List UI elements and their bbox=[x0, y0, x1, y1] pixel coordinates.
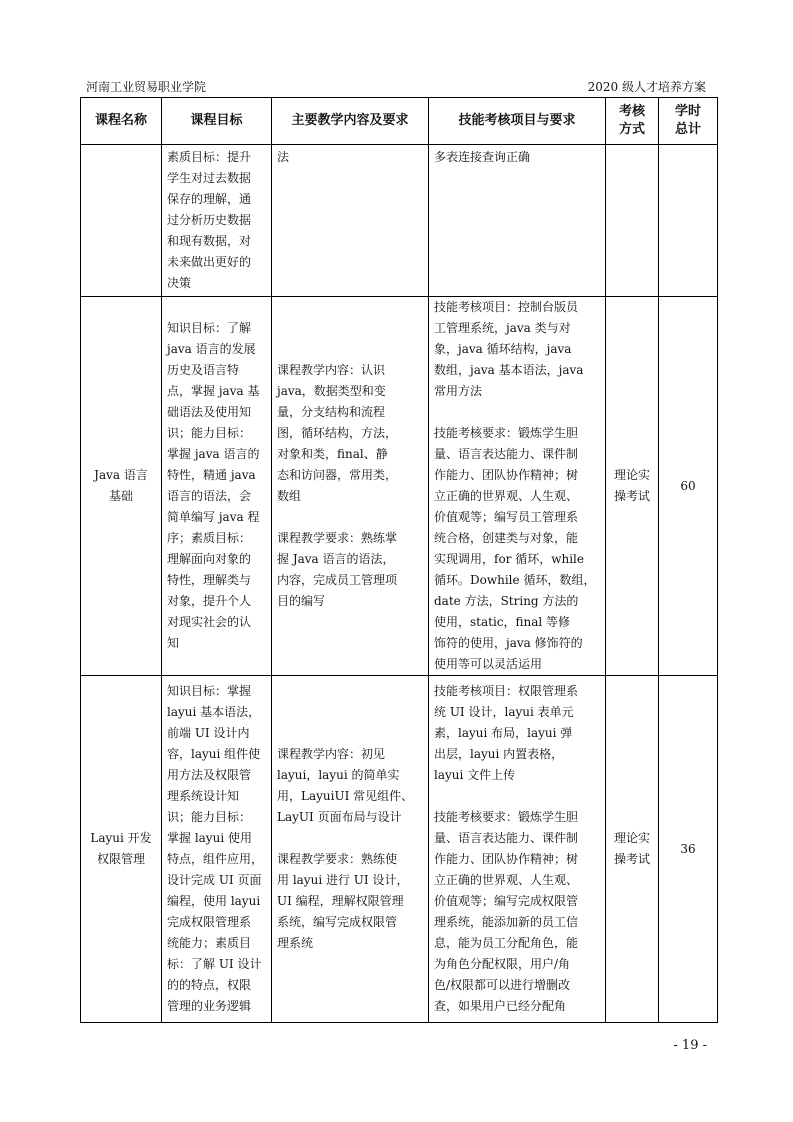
page-number: - 19 - bbox=[673, 1038, 707, 1053]
method-cell: 理论实 操考试 bbox=[606, 676, 659, 1023]
skills-cell: 技能考核项目：控制台版员 工管理系统，java 类与对 象，java 循环结构，java 数组，java 基本语法，java 常用方法 技能考核要求：锻炼学生胆 量、语言表达能力、课件制 作能力、团队协作精神；树 立正确的世界观、人生观、 价值观等；编写员工管理系 统合格，创建类与对象，能 实现调用，for 循环，while 循环。Dowhile 循环，数组， date 方法，String 方法的 使用，static，final 等修 饰符的使用，java 修饰符的 使用等可以灵活运用 bbox=[429, 297, 606, 676]
course-name-cell: Java 语言 基础 bbox=[81, 297, 162, 676]
table-row bbox=[81, 297, 718, 676]
table-header-row bbox=[81, 98, 718, 145]
header-hours: 学时 总计 bbox=[659, 98, 718, 145]
content-cell: 法 bbox=[272, 145, 429, 297]
header-course-name: 课程名称 bbox=[81, 98, 162, 145]
method-cell: 理论实 操考试 bbox=[606, 297, 659, 676]
course-goal-cell: 知识目标：了解 java 语言的发展 历史及语言特 点，掌握 java 基 础语法及使用知 识；能力目标： 掌握 java 语言的 特性，精通 java 语言的语法，会 简单编写 java 程 序；素质目标： 理解面向对象的 特性，理解类与 对象，提升个人 对现实社会的认 知 bbox=[162, 297, 272, 676]
content-cell: 课程教学内容：初见 layui，layui 的简单实 用，LayuiUI 常见组件、 LayUI 页面布局与设计 课程教学要求：熟练使 用 layui 进行 UI 设计， UI 编程，理解权限管理 系统，编写完成权限管 理系统 bbox=[272, 676, 429, 1023]
header-school: 河南工业贸易职业学院 bbox=[86, 80, 207, 94]
course-goal-cell: 知识目标：掌握 layui 基本语法， 前端 UI 设计内 容，layui 组件使 用方法及权限管 理系统设计知 识；能力目标： 掌握 layui 使用 特点，组件应用， 设计完成 UI 页面 编程，使用 layui 完成权限管理系 统能力；素质目 标：了解 UI 设计 的的特点，权限 管理的业务逻辑 bbox=[162, 676, 272, 1023]
table-row bbox=[81, 145, 718, 297]
hours-cell: 36 bbox=[659, 676, 718, 1023]
header-method: 考核 方式 bbox=[606, 98, 659, 145]
content-cell: 课程教学内容：认识 java，数据类型和变 量，分支结构和流程 图，循环结构，方法， 对象和类，final、静 态和访问器，常用类， 数组 课程教学要求：熟练掌 握 Java 语言的语法， 内容，完成员工管理项 目的编写 bbox=[272, 297, 429, 676]
course-name-cell: Layui 开发 权限管理 bbox=[81, 676, 162, 1023]
course-name-cell bbox=[81, 145, 162, 297]
header-course-goal: 课程目标 bbox=[162, 98, 272, 145]
hours-cell bbox=[659, 145, 718, 297]
method-cell bbox=[606, 145, 659, 297]
header-content: 主要教学内容及要求 bbox=[272, 98, 429, 145]
skills-cell: 多表连接查询正确 bbox=[429, 145, 606, 297]
course-goal-cell: 素质目标：提升 学生对过去数据 保存的理解，通 过分析历史数据 和现有数据，对 未来做出更好的 决策 bbox=[162, 145, 272, 297]
table-row bbox=[81, 676, 718, 1023]
curriculum-table bbox=[80, 97, 718, 1023]
hours-cell: 60 bbox=[659, 297, 718, 676]
skills-cell: 技能考核项目：权限管理系 统 UI 设计，layui 表单元 素，layui 布局，layui 弹 出层，layui 内置表格， layui 文件上传 技能考核要求：锻炼学生胆 量、语言表达能力、课件制 作能力、团队协作精神；树 立正确的世界观、人生观、 价值观等；编写完成权限管 理系统，能添加新的员工信 息，能为员工分配角色，能 为角色分配权限，用户/角 色/权限都可以进行增删改 查，如果用户已经分配角 bbox=[429, 676, 606, 1023]
header-skills: 技能考核项目与要求 bbox=[429, 98, 606, 145]
header-doc-title: 2020 级人才培养方案 bbox=[587, 80, 706, 94]
